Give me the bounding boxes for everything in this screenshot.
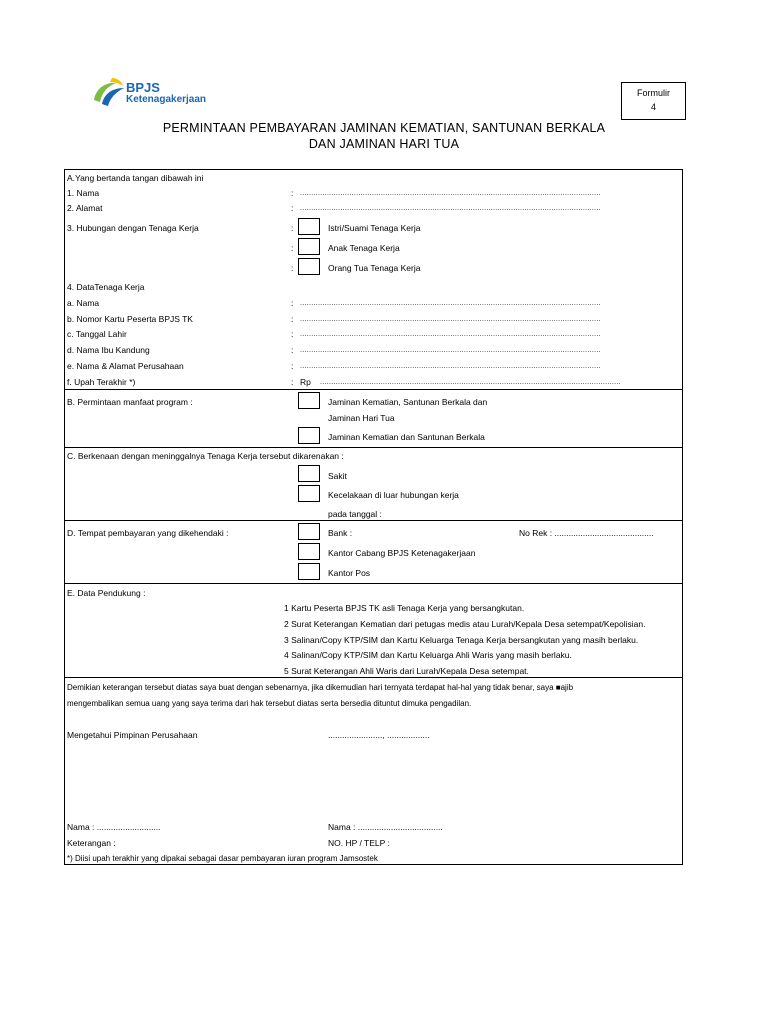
colon: : xyxy=(291,345,294,355)
colon: : xyxy=(291,377,294,387)
divider xyxy=(64,389,683,390)
label-alamat: 2. Alamat xyxy=(67,203,103,213)
checkbox-anak[interactable] xyxy=(298,238,320,255)
label-hubungan: 3. Hubungan dengan Tenaga Kerja xyxy=(67,223,199,233)
label-data-tenaga-kerja: 4. DataTenaga Kerja xyxy=(67,282,145,292)
form-label: Formulir xyxy=(637,88,670,98)
form-number-box xyxy=(621,82,686,120)
section-c-heading: C. Berkenaan dengan meninggalnya Tenaga Kerja tersebut dikarenakan : xyxy=(67,451,344,461)
label-tk-perusahaan: e. Nama & Alamat Perusahaan xyxy=(67,361,184,371)
checkbox-orang-tua[interactable] xyxy=(298,258,320,275)
option-istri-suami: Istri/Suami Tenaga Kerja xyxy=(328,223,421,233)
divider xyxy=(64,583,683,584)
form-number: 4 xyxy=(650,102,656,112)
colon: : xyxy=(291,243,294,253)
checkbox-jk-sb[interactable] xyxy=(298,427,320,444)
label-nama: 1. Nama xyxy=(67,188,100,198)
option-anak: Anak Tenaga Kerja xyxy=(328,243,400,253)
tk-upah-field[interactable]: ...................................................................................................................................... xyxy=(320,379,621,386)
label-tk-ibu-kandung: d. Nama Ibu Kandung xyxy=(67,345,150,355)
tk-ibu-kandung-field[interactable]: ...................................................................................................................................... xyxy=(300,347,601,354)
divider xyxy=(64,677,683,678)
colon: : xyxy=(291,223,294,233)
colon: : xyxy=(291,314,294,324)
label-tk-tanggal-lahir: c. Tanggal Lahir xyxy=(67,329,127,339)
rp-label: Rp xyxy=(300,377,311,387)
option-bank: Bank : xyxy=(328,528,353,538)
section-b-heading: B. Permintaan manfaat program : xyxy=(67,397,193,407)
checkbox-kantor-cabang[interactable] xyxy=(298,543,320,560)
section-e-heading: E. Data Pendukung : xyxy=(67,588,146,598)
declaration-line1: Demikian keterangan tersebut diatas saya buat dengan sebenarnya, jika dikemudian hari ternyata terdapat hal-hal yang tidak benar, saya ■ajib xyxy=(67,683,574,692)
logo-subtitle: Ketenagakerjaan xyxy=(126,94,207,105)
no-hp-label: NO. HP / TELP : xyxy=(328,838,390,848)
option-jk-sb-jht-line1: Jaminan Kematian, Santunan Berkala dan xyxy=(328,397,488,407)
tk-nama-field[interactable]: ...................................................................................................................................... xyxy=(300,300,601,307)
checkbox-jk-sb-jht[interactable] xyxy=(298,392,320,409)
checkbox-sakit[interactable] xyxy=(298,465,320,482)
checkbox-bank[interactable] xyxy=(298,523,320,540)
colon: : xyxy=(291,361,294,371)
place-date-field[interactable]: ......................., .................. xyxy=(328,730,430,740)
no-rek-field[interactable]: No Rek : .......................................... xyxy=(519,528,654,538)
option-sakit: Sakit xyxy=(328,471,347,481)
section-d-heading: D. Tempat pembayaran yang dikehendaki : xyxy=(67,528,229,538)
mengetahui-label: Mengetahui Pimpinan Perusahaan xyxy=(67,730,198,740)
pada-tanggal-label: pada tanggal : xyxy=(328,509,382,519)
nama-left-field[interactable]: Nama : ........................... xyxy=(67,822,161,832)
bpjs-logo-mark-icon xyxy=(90,74,130,108)
tk-tanggal-lahir-field[interactable]: ...................................................................................................................................... xyxy=(300,331,601,338)
bpjs-logo xyxy=(90,74,250,110)
label-tk-upah: f. Upah Terakhir *) xyxy=(67,377,136,387)
label-tk-nomor-kartu: b. Nomor Kartu Peserta BPJS TK xyxy=(67,314,193,324)
logo-brand: BPJS xyxy=(126,80,160,95)
section-a-heading: A.Yang bertanda tangan dibawah ini xyxy=(67,173,204,183)
alamat-field[interactable]: ...................................................................................................................................... xyxy=(300,205,601,212)
label-tk-nama: a. Nama xyxy=(67,298,100,308)
supporting-doc-item: 3 Salinan/Copy KTP/SIM dan Kartu Keluarga Tenaga Kerja bersangkutan yang masih berlaku. xyxy=(284,635,639,645)
nama-right-field[interactable]: Nama : .................................... xyxy=(328,822,443,832)
option-jk-sb-jht-line2: Jaminan Hari Tua xyxy=(328,413,395,423)
divider xyxy=(64,447,683,448)
page-title-line2: DAN JAMINAN HARI TUA xyxy=(308,137,460,151)
tk-perusahaan-field[interactable]: ...................................................................................................................................... xyxy=(300,363,601,370)
option-kantor-pos: Kantor Pos xyxy=(328,568,371,578)
supporting-doc-item: 5 Surat Keterangan Ahli Waris dari Lurah/Kepala Desa setempat. xyxy=(284,666,529,676)
option-orang-tua: Orang Tua Tenaga Kerja xyxy=(328,263,421,273)
nama-field[interactable]: ...................................................................................................................................... xyxy=(300,190,601,197)
declaration-line2: mengembalikan semua uang yang saya terima dari hak tersebut diatas serta bersedia dituntut dimuka pengadilan. xyxy=(67,699,472,708)
tk-nomor-kartu-field[interactable]: ...................................................................................................................................... xyxy=(300,316,601,323)
option-jk-sb: Jaminan Kematian dan Santunan Berkala xyxy=(328,432,485,442)
checkbox-istri-suami[interactable] xyxy=(298,218,320,235)
supporting-doc-item: 1 Kartu Peserta BPJS TK asli Tenaga Kerja yang bersangkutan. xyxy=(284,603,525,613)
colon: : xyxy=(291,329,294,339)
page-title-line1: PERMINTAAN PEMBAYARAN JAMINAN KEMATIAN, SANTUNAN BERKALA xyxy=(162,121,606,135)
keterangan-label: Keterangan : xyxy=(67,838,116,848)
supporting-doc-item: 2 Surat Keterangan Kematian dari petugas medis atau Lurah/Kepala Desa setempat/Kepolisian. xyxy=(284,619,646,629)
checkbox-kantor-pos[interactable] xyxy=(298,563,320,580)
colon: : xyxy=(291,263,294,273)
colon: : xyxy=(291,188,294,198)
option-kantor-cabang: Kantor Cabang BPJS Ketenagakerjaan xyxy=(328,548,476,558)
supporting-doc-item: 4 Salinan/Copy KTP/SIM dan Kartu Keluarga Ahli Waris yang masih berlaku. xyxy=(284,650,572,660)
divider xyxy=(64,520,683,521)
footnote: *) Diisi upah terakhir yang dipakai sebagai dasar pembayaran iuran program Jamsostek xyxy=(67,854,378,863)
checkbox-kecelakaan[interactable] xyxy=(298,485,320,502)
option-kecelakaan: Kecelakaan di luar hubungan kerja xyxy=(328,490,459,500)
colon: : xyxy=(291,298,294,308)
colon: : xyxy=(291,203,294,213)
